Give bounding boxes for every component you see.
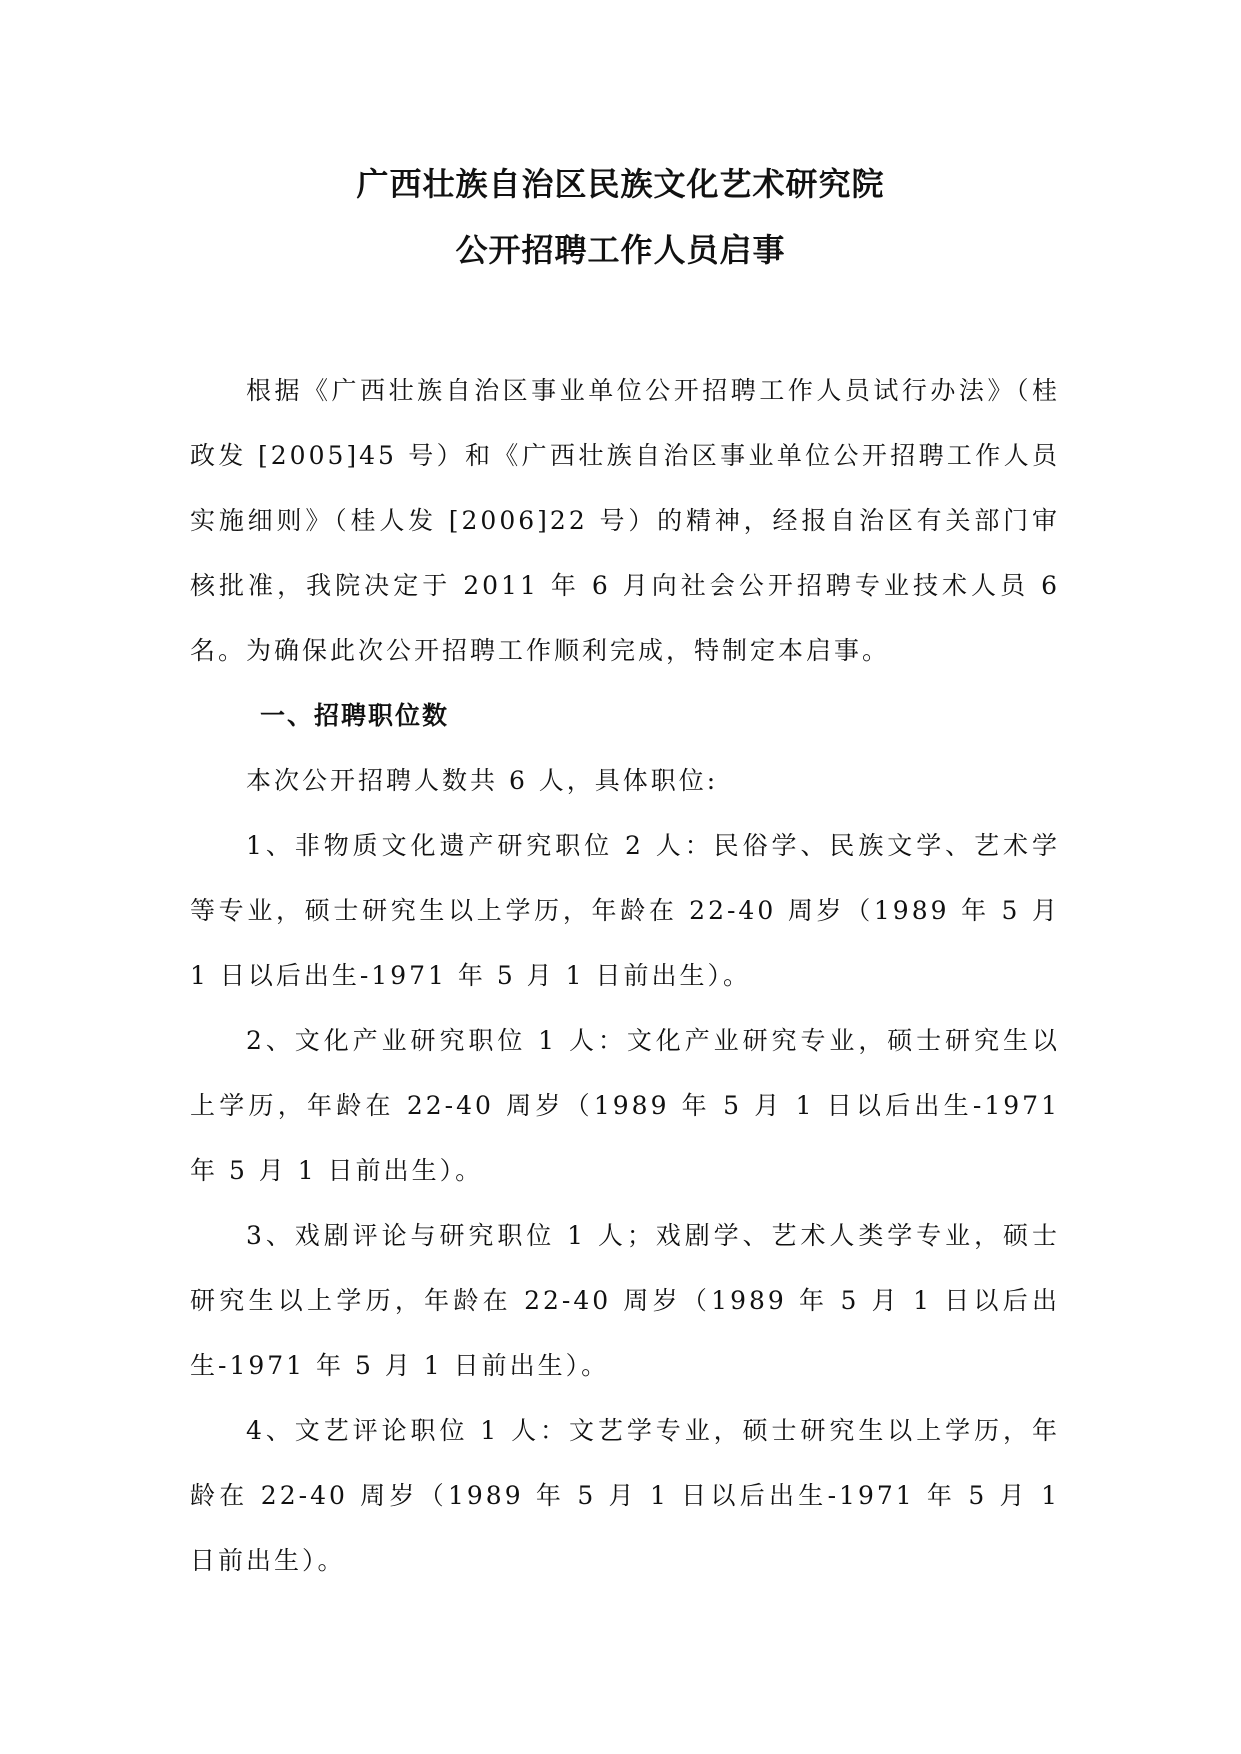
intro-paragraph: 根据《广西壮族自治区事业单位公开招聘工作人员试行办法》（桂政发 [2005]45 号）和《广西壮族自治区事业单位公开招聘工作人员实施细则》（桂人发 [2006]22 号）的精神，经报自治区有关部门审核批准，我院决定于 2011 年 6 月向社会公开招聘专业技术人员 6 名。为确保此次公开招聘工作顺利完成，特制定本启事。 bbox=[190, 376, 1060, 665]
position-item-4: 4、文艺评论职位 1 人：文艺学专业，硕士研究生以上学历，年龄在 22-40 周岁（1989 年 5 月 1 日以后出生-1971 年 5 月 1 日前出生）。 bbox=[190, 1416, 1060, 1575]
document-body bbox=[190, 358, 1060, 1593]
position-item-3: 3、戏剧评论与研究职位 1 人；戏剧学、艺术人类学专业，硕士研究生以上学历，年龄在 22-40 周岁（1989 年 5 月 1 日以后出生-1971 年 5 月 1 日前出生）。 bbox=[190, 1221, 1060, 1380]
position-item-2: 2、文化产业研究职位 1 人：文化产业研究专业，硕士研究生以上学历，年龄在 22-40 周岁（1989 年 5 月 1 日以后出生-1971 年 5 月 1 日前出生）。 bbox=[190, 1026, 1060, 1185]
document-title: 广西壮族自治区民族文化艺术研究院 bbox=[356, 165, 885, 203]
section-heading: 一、招聘职位数 bbox=[260, 701, 450, 730]
position-item-1: 1、非物质文化遗产研究职位 2 人：民俗学、民族文学、艺术学等专业，硕士研究生以上学历，年龄在 22-40 周岁（1989 年 5 月 1 日以后出生-1971 年 5 月 1 日前出生）。 bbox=[190, 831, 1060, 990]
document-subtitle: 公开招聘工作人员启事 bbox=[455, 231, 786, 269]
positions-summary-paragraph: 本次公开招聘人数共 6 人，具体职位: bbox=[246, 766, 719, 795]
